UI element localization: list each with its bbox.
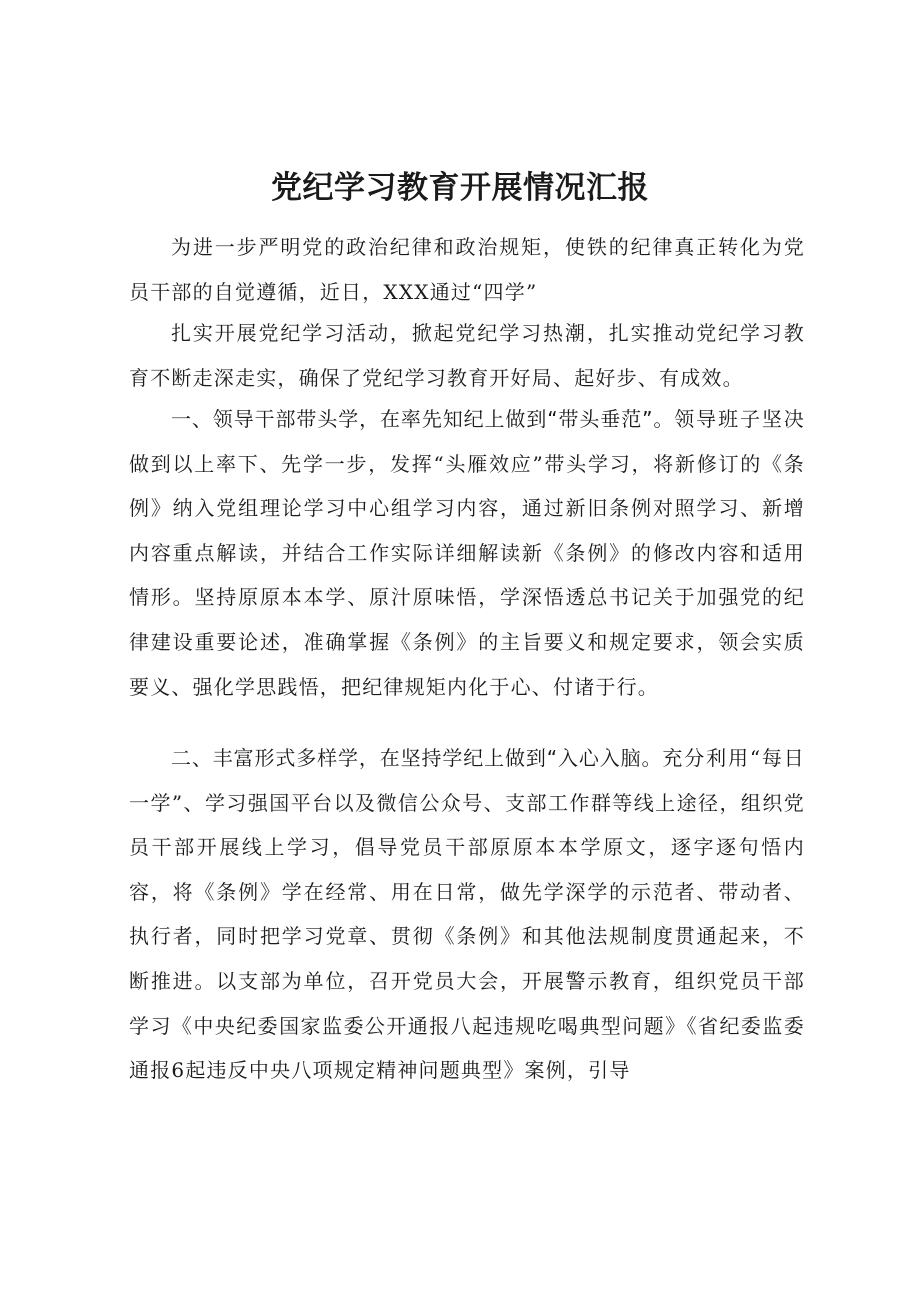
intro-paragraph-2: 扎实开展党纪学习活动，掀起党纪学习热潮，扎实推动党纪学习教育不断走深走实，确保了党纪学习教育开好局、起好步、有成效。 — [129, 321, 805, 390]
section-2-body: 充分利用“每日一学”、学习强国平台以及微信公众号、支部工作群等线上途径，组织党员干部开展线上学习，倡导党员干部原原本本学原文，逐字逐句悟内容，将《条例》学在经常、用在日常，做先学深学的示范者、带动者、执行者，同时把学习党章、贯彻《条例》和其他法规制度贯通起来，不断推进。以支部为单位，召开党员大会，开展警示教育，组织党员干部学习《中央纪委国家监委公开通报八起违规吃喝典型问题》《省纪委监委通报6起违反中央八项规定精神问题典型》案例，引导 — [129, 746, 805, 1083]
section-1-heading: 一、领导干部带头学，在率先知纪上做到“带头垂范”。 — [171, 407, 675, 431]
section-2-paragraph — [129, 736, 805, 1093]
document-title: 党纪学习教育开展情况汇报 — [271, 170, 649, 206]
section-1-body: 领导班子坚决做到以上率下、先学一步，发挥“头雁效应”带头学习，将新修订的《条例》纳入党组理论学习中心组学习内容，通过新旧条例对照学习、新增内容重点解读，并结合工作实际详细解读新《条例》的修改内容和适用情形。坚持原原本本学、原汁原味悟，学深悟透总书记关于加强党的纪律建设重要论述，准确掌握《条例》的主旨要义和规定要求，领会实质要义、强化学思践悟，把纪律规矩内化于心、付诸于行。 — [129, 407, 805, 699]
intro-paragraph-1: 为进一步严明党的政治纪律和政治规矩，使铁的纪律真正转化为党员干部的自觉遵循，近日，XXX通过“四学” — [129, 235, 805, 304]
section-2-heading: 二、丰富形式多样学，在坚持学纪上做到“入心入脑。 — [171, 746, 663, 770]
section-1-paragraph — [129, 397, 805, 709]
